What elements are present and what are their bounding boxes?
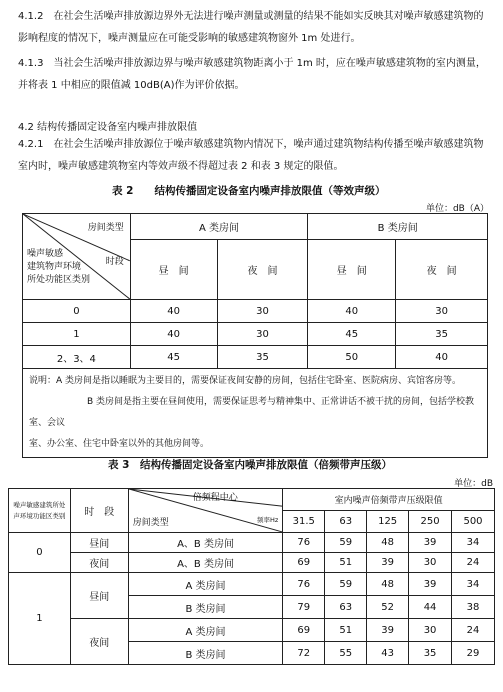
table2-corner-cell (23, 214, 131, 300)
table3-value-cell: 59 (325, 533, 367, 553)
table3-value-cell: 29 (452, 642, 495, 665)
table3-limit-header: 室内噪声倍频带声压级限值 (283, 489, 495, 511)
table3-value-cell: 30 (409, 619, 452, 642)
table2-value-cell: 30 (217, 300, 308, 323)
table3-period-cell: 夜间 (70, 553, 128, 573)
table3-unit: 单位：dB (454, 479, 493, 489)
table2 (22, 213, 488, 458)
table3-freq-header: 31.5 (283, 511, 325, 533)
table3-zone-cell: 0 (9, 533, 71, 573)
table-row (23, 346, 488, 369)
table2-value-cell: 40 (396, 346, 488, 369)
table3-value-cell: 39 (367, 619, 409, 642)
table2-value-cell: 35 (396, 323, 488, 346)
table3-freq-header: 250 (409, 511, 452, 533)
table2-value-cell: 50 (308, 346, 396, 369)
table3-corner-freq: 频率Hz (257, 516, 279, 524)
table3-value-cell: 30 (409, 553, 452, 573)
paragraph-4-1-3: 4.1.3 当社会生活噪声排放源边界与噪声敏感建筑物距离小于 1m 时，应在噪声敏感建筑物的室内测量，并将表 1 中相应的限值减 10dB(A)作为评价依据。 (18, 58, 486, 91)
table2-value-cell: 35 (217, 346, 308, 369)
table3-value-cell: 52 (367, 596, 409, 619)
table3-room-cell: A 类房间 (128, 573, 283, 596)
table3-freq-header: 63 (325, 511, 367, 533)
table2-corner-period: 时段 (105, 257, 124, 267)
table2-header-a-day: 昼 间 (130, 240, 217, 300)
table3-value-cell: 44 (409, 596, 452, 619)
table3-value-cell: 48 (367, 533, 409, 553)
table2-header-room-b: B 类房间 (308, 214, 488, 240)
table2-value-cell: 45 (308, 323, 396, 346)
table2-value-cell: 30 (396, 300, 488, 323)
table3-zone-header: 噪声敏感建筑所处声环境功能区类别 (9, 489, 71, 533)
table3-value-cell: 39 (409, 533, 452, 553)
table3-value-cell: 79 (283, 596, 325, 619)
table2-value-cell: 30 (217, 323, 308, 346)
table-row (9, 553, 495, 573)
table3-value-cell: 55 (325, 642, 367, 665)
table3-value-cell: 35 (409, 642, 452, 665)
table3-room-cell: A、B 类房间 (128, 533, 283, 553)
table3-value-cell: 48 (367, 573, 409, 596)
table2-value-cell: 40 (308, 300, 396, 323)
table3-caption: 表 3 结构传播固定设备室内噪声排放限值（倍频带声压级） (108, 459, 392, 471)
table3-zone-cell: 1 (9, 573, 71, 665)
table2-value-cell: 40 (130, 323, 217, 346)
table3-period-cell: 昼间 (70, 533, 128, 553)
table3-corner-cell (128, 489, 283, 533)
table2-zone-cell: 1 (23, 323, 131, 346)
table2-header-b-night: 夜 间 (396, 240, 488, 300)
table3-value-cell: 34 (452, 573, 495, 596)
table3-value-cell: 39 (409, 573, 452, 596)
table3-value-cell: 76 (283, 573, 325, 596)
table3-value-cell: 59 (325, 573, 367, 596)
table3-corner-center: 倍频程中心 (192, 493, 238, 503)
table3-period-cell: 昼间 (70, 573, 128, 619)
table3-value-cell: 24 (452, 619, 495, 642)
table3-period-header: 时 段 (70, 489, 128, 533)
table3-period-cell: 夜间 (70, 619, 128, 665)
table2-notes-row (23, 369, 488, 458)
table2-note-b-line1: B 类房间是指主要在昼间使用，需要保证思考与精神集中、正常讲话不被干扰的房间，包括学校教室、会议 (29, 397, 475, 428)
table3-room-cell: A 类房间 (128, 619, 283, 642)
table3-value-cell: 24 (452, 553, 495, 573)
table2-zone-cell: 0 (23, 300, 131, 323)
table-row (23, 323, 488, 346)
table2-corner-zone: 噪声敏感 建筑物声环境 所处功能区类别 (27, 249, 91, 285)
section-heading-4-2: 4.2 结构传播固定设备室内噪声排放限值 (18, 122, 198, 133)
table3-value-cell: 38 (452, 596, 495, 619)
paragraph-4-1-2: 4.1.2 在社会生活噪声排放源边界外无法进行噪声测量或测量的结果不能如实反映其对噪声敏感建筑物的影响程度的情况下，噪声测量应在可能受影响的敏感建筑物窗外 1m 处进行。 (18, 11, 484, 44)
table-row (9, 619, 495, 642)
table-row (23, 300, 488, 323)
table2-caption: 表 2 结构传播固定设备室内噪声排放限值（等效声级） (112, 185, 386, 197)
table3-value-cell: 69 (283, 553, 325, 573)
table3-value-cell: 43 (367, 642, 409, 665)
table3-corner-room: 房间类型 (132, 518, 169, 528)
table3-value-cell: 72 (283, 642, 325, 665)
table3-value-cell: 63 (325, 596, 367, 619)
table2-header-room-a: A 类房间 (130, 214, 308, 240)
table-row (9, 533, 495, 553)
table3-value-cell: 51 (325, 619, 367, 642)
table2-corner-room-type: 房间类型 (87, 223, 124, 233)
table2-value-cell: 40 (130, 300, 217, 323)
table3-freq-header: 500 (452, 511, 495, 533)
table3-value-cell: 51 (325, 553, 367, 573)
table2-header-a-night: 夜 间 (217, 240, 308, 300)
table2-notes (23, 369, 488, 458)
table3 (8, 488, 495, 665)
table2-note-b-line2: 室、办公室、住宅中卧室以外的其他房间等。 (29, 439, 210, 449)
table3-value-cell: 76 (283, 533, 325, 553)
table-row (9, 573, 495, 596)
table2-header-b-day: 昼 间 (308, 240, 396, 300)
table3-freq-header: 125 (367, 511, 409, 533)
table2-note-a: 说明：A 类房间是指以睡眠为主要目的，需要保证夜间安静的房间，包括住宅卧室、医院病房、宾馆客房等。 (29, 376, 462, 386)
table2-value-cell: 45 (130, 346, 217, 369)
table3-room-cell: A、B 类房间 (128, 553, 283, 573)
table3-room-cell: B 类房间 (128, 596, 283, 619)
table3-value-cell: 69 (283, 619, 325, 642)
table2-unit: 单位：dB（A） (425, 204, 489, 214)
table3-room-cell: B 类房间 (128, 642, 283, 665)
table2-zone-cell: 2、3、4 (23, 346, 131, 369)
paragraph-4-2-1: 4.2.1 在社会生活噪声排放源位于噪声敏感建筑物内情况下，噪声通过建筑物结构传播至噪声敏感建筑物室内时，噪声敏感建筑物室内等效声级不得超过表 2 和表 3 规定的限值。 (18, 139, 484, 172)
table3-value-cell: 34 (452, 533, 495, 553)
table3-value-cell: 39 (367, 553, 409, 573)
